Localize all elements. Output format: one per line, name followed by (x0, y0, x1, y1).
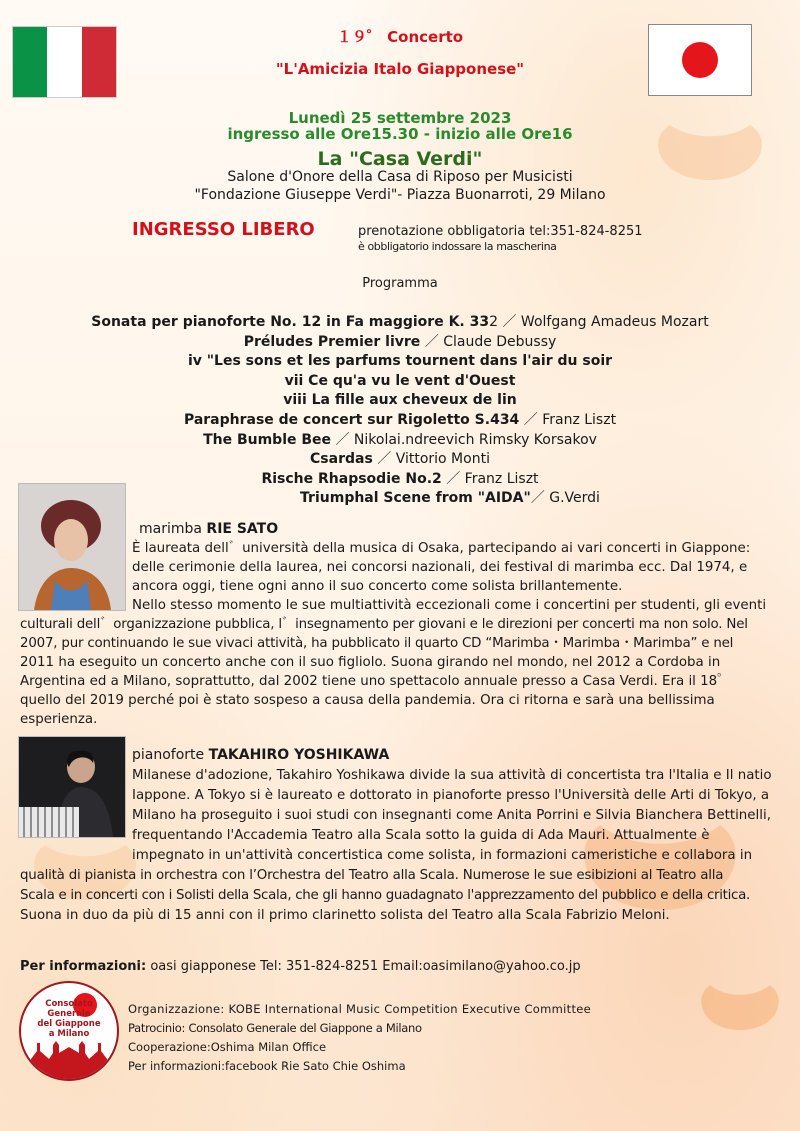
program-item: The Bumble Bee ／ Nikolai.ndreevich Rimsky Korsakov (203, 431, 597, 448)
program-item: Sonata per pianoforte No. 12 in Fa maggiore K. 332 ／ Wolfgang Amadeus Mozart (91, 314, 709, 330)
program-item: Rische Rhapsodie No.2 ／ Franz Liszt (261, 470, 539, 487)
italy-flag (12, 26, 117, 98)
program-list (0, 313, 800, 509)
facebook-info: Per informazioni:facebook Rie Sato Chie Oshima (128, 1059, 406, 1073)
concert-time: ingresso alle Ore15.30 - inizio alle Ore16 (227, 125, 573, 143)
program-item: iv "Les sons et les parfums tournent dans l'air du soir (187, 353, 613, 370)
artist-heading: pianoforte TAKAHIRO YOSHIKAWA (132, 747, 390, 763)
free-admission: INGRESSO LIBERO (132, 219, 315, 240)
booking-info: prenotazione obbligatoria tel:351-824-8251 (358, 224, 643, 239)
program-heading: Programma (362, 276, 438, 291)
consulate-logo: Consolato Generale del Giappone a Milano (19, 981, 119, 1081)
venue-name: La "Casa Verdi" (317, 148, 483, 170)
takahiro-yoshikawa-photo (18, 736, 126, 838)
japan-flag (648, 24, 752, 96)
program-item: Csardas ／ Vittorio Monti (310, 451, 490, 468)
concert-subtitle: "L'Amicizia Italo Giapponese" (275, 60, 525, 78)
contact-info: Per informazioni: oasi giapponese Tel: 351-824-8251 Email:oasimilano@yahoo.co.jp (20, 959, 581, 974)
cooperation: Cooperazione:Oshima Milan Office (128, 1040, 327, 1054)
mask-notice: è obbligatorio indossare la mascherina (358, 240, 557, 253)
ginkgo-leaf-decoration (690, 980, 790, 1080)
concert-number: １９゜ Concerto (336, 28, 464, 46)
program-item: Préludes Premier livre ／ Claude Debussy (243, 333, 557, 350)
patronage: Patrocinio: Consolato Generale del Giappone a Milano (128, 1021, 422, 1035)
rie-sato-photo (18, 483, 126, 611)
venue-line-2: "Fondazione Giuseppe Verdi"- Piazza Buonarroti, 29 Milano (194, 187, 606, 203)
concert-date: Lunedì 25 settembre 2023 (288, 109, 512, 127)
organizer: Organizzazione: KOBE International Music Competition Executive Committee (128, 1002, 592, 1016)
artist-heading: marimba RIE SATO (139, 521, 279, 537)
program-item: vii Ce qu'a vu le vent d'Ouest (284, 372, 516, 389)
venue-line-1: Salone d'Onore della Casa di Riposo per Musicisti (227, 169, 573, 185)
program-item: Triumphal Scene from "AIDA"／ G.Verdi (300, 490, 600, 507)
program-item: Paraphrase de concert sur Rigoletto S.434 ／ Franz Liszt (183, 411, 617, 428)
program-item: viii La fille aux cheveux de lin (283, 392, 517, 409)
